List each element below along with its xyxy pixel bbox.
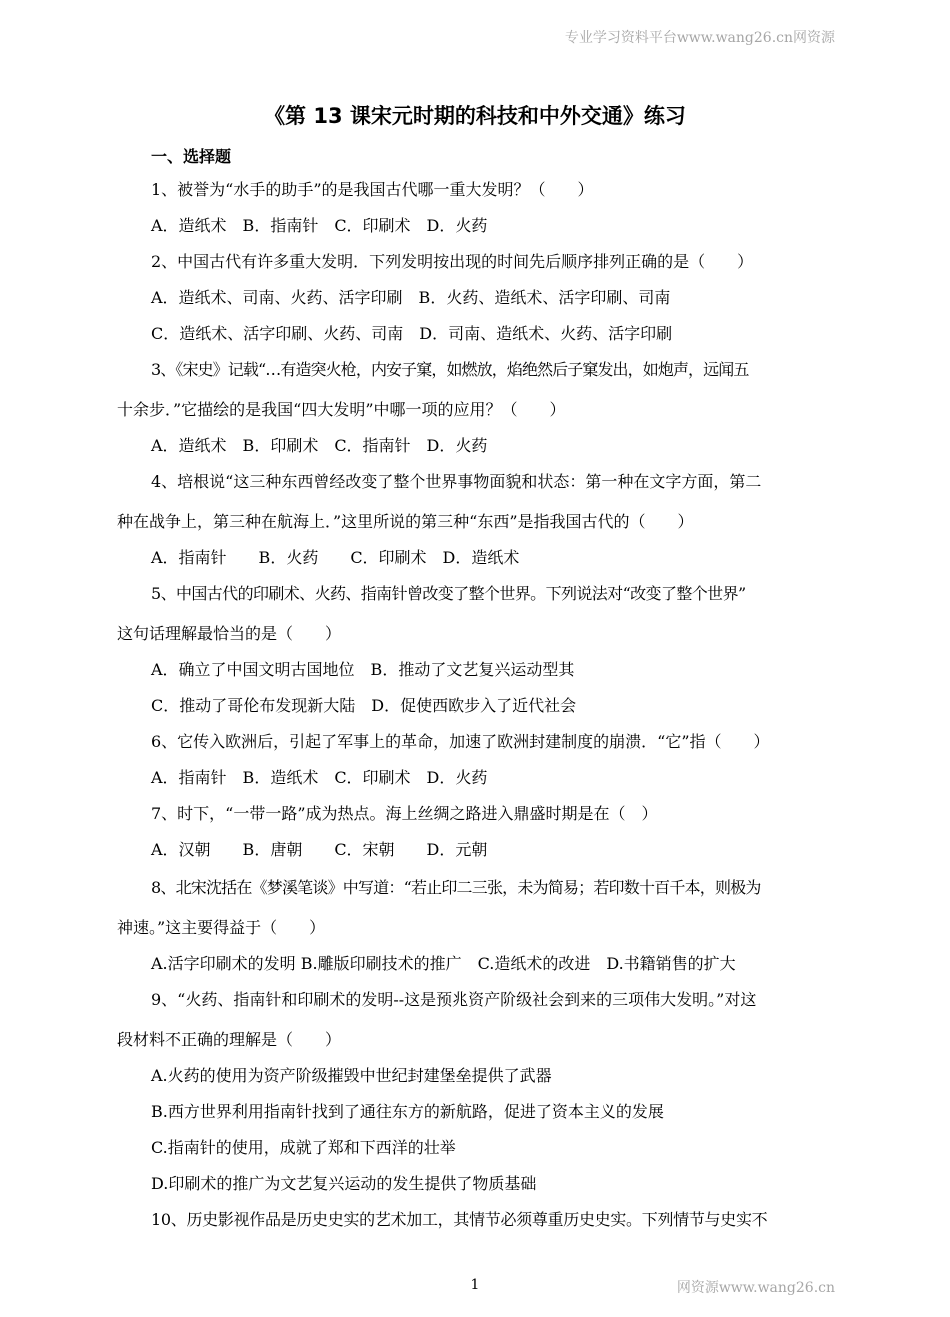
options-2a: A．造纸术、司南、火药、活字印刷 B．火药、造纸术、活字印刷、司南 [151, 288, 671, 307]
option-9b: B.西方世界利用指南针找到了通往东方的新航路，促进了资本主义的发展 [151, 1102, 664, 1121]
options-1: A．造纸术 B．指南针 C．印刷术 D．火药 [151, 216, 488, 235]
options-2b: C．造纸术、活字印刷、火药、司南 D．司南、造纸术、火药、活字印刷 [151, 324, 673, 343]
header-watermark: 专业学习资料平台www.wang26.cn网资源 [564, 30, 835, 46]
question-5: 5、中国古代的印刷术、火药、指南针曾改变了整个世界。下列说法对“改变了整个世界” [151, 584, 746, 603]
question-8-cont: 神速。”这主要得益于（ ） [117, 918, 326, 937]
question-9-cont: 段材料不正确的理解是（ ） [117, 1030, 342, 1049]
options-6: A．指南针 B．造纸术 C．印刷术 D．火药 [151, 768, 488, 787]
options-5b: C．推动了哥伦布发现新大陆 D．促使西欧步入了近代社会 [151, 696, 577, 715]
section-heading: 一、选择题 [151, 147, 232, 166]
option-9d: D.印刷术的推广为文艺复兴运动的发生提供了物质基础 [151, 1174, 537, 1193]
options-5a: A．确立了中国文明古国地位 B．推动了文艺复兴运动型其 [151, 660, 575, 679]
question-1: 1、被誉为“水手的助手”的是我国古代哪一重大发明？（ ） [151, 180, 594, 199]
question-3-cont: 十余步．”它描绘的是我国“四大发明”中哪一项的应用？（ ） [117, 400, 566, 419]
page-number: 1 [470, 1277, 480, 1293]
page-title: 《第 13 课宋元时期的科技和中外交通》练习 [264, 104, 686, 128]
question-4-cont: 种在战争上，第三种在航海上．”这里所说的第三种“东西”是指我国古代的（ ） [117, 512, 694, 531]
question-5-cont: 这句话理解最恰当的是（ ） [117, 624, 342, 643]
question-7: 7、时下，“一带一路”成为热点。海上丝绸之路进入鼎盛时期是在（ ） [151, 804, 658, 823]
options-7: A．汉朝 B．唐朝 C．宋朝 D．元朝 [151, 840, 488, 859]
question-10: 10、历史影视作品是历史史实的艺术加工，其情节必须尊重历史史实。下列情节与史实不 [151, 1210, 768, 1229]
options-4: A．指南针 B．火药 C．印刷术 D．造纸术 [151, 548, 520, 567]
options-8: A.活字印刷术的发明 B.雕版印刷技术的推广 C.造纸术的改进 D.书籍销售的扩大 [151, 954, 736, 973]
question-9: 9、“火药、指南针和印刷术的发明--这是预兆资产阶级社会到来的三项伟大发明。”对这 [151, 990, 757, 1009]
question-6: 6、它传入欧洲后，引起了军事上的革命，加速了欧洲封建制度的崩溃．“它”指（ ） [151, 732, 770, 751]
option-9a: A.火药的使用为资产阶级摧毁中世纪封建堡垒提供了武器 [151, 1066, 552, 1085]
question-4: 4、培根说“这三种东西曾经改变了整个世界事物面貌和状态：第一种在文字方面，第二 [151, 472, 762, 491]
option-9c: C.指南针的使用，成就了郑和下西洋的壮举 [151, 1138, 456, 1157]
question-2: 2、中国古代有许多重大发明．下列发明按出现的时间先后顺序排列正确的是（ ） [151, 252, 754, 271]
question-8: 8、北宋沈括在《梦溪笔谈》中写道：“若止印二三张，未为简易；若印数十百千本，则极为 [151, 878, 761, 897]
question-3: 3、《宋史》记载“…有造突火枪，内安子窠，如燃放，焰绝然后子窠发出，如炮声，远闻五 [151, 360, 749, 379]
options-3: A．造纸术 B．印刷术 C．指南针 D．火药 [151, 436, 488, 455]
footer-watermark: 网资源www.wang26.cn [676, 1280, 835, 1296]
